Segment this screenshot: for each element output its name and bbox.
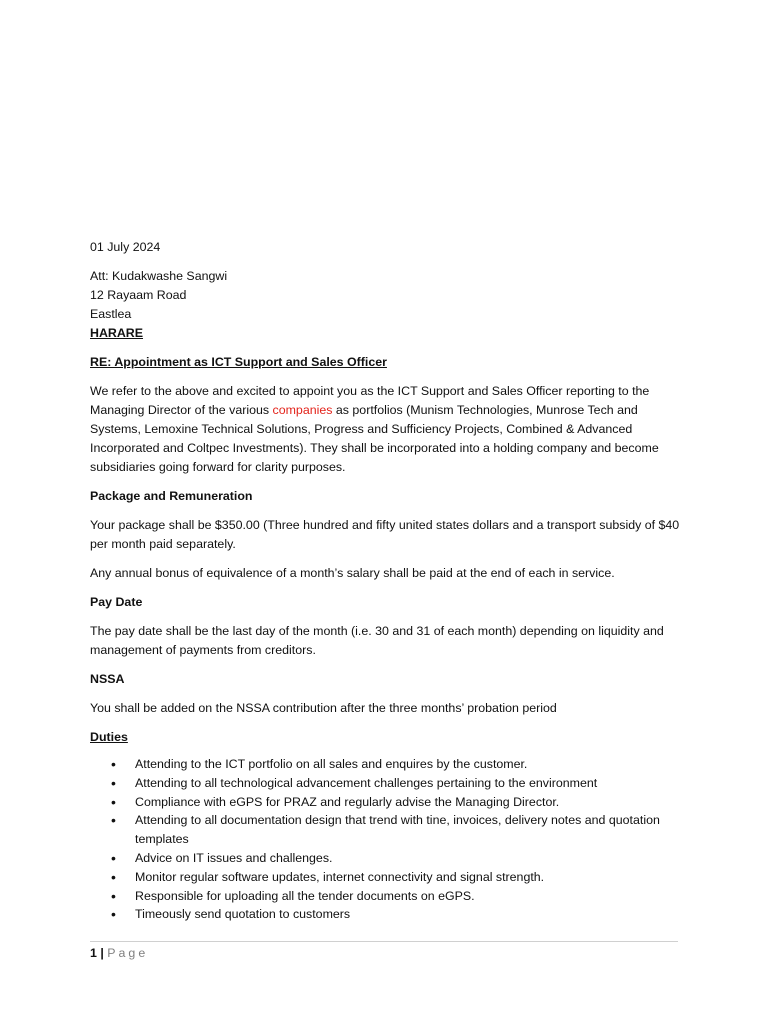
duties-list <box>90 755 680 924</box>
letter-date: 01 July 2024 <box>90 240 161 254</box>
suburb-line: Eastlea <box>90 307 132 321</box>
page-number: 1 <box>90 946 97 960</box>
bonus-paragraph: Any annual bonus of equivalence of a month’s salary shall be paid at the end of each in service. <box>90 566 615 580</box>
intro-paragraph <box>90 382 680 477</box>
nssa-paragraph: You shall be added on the NSSA contribution after the three months’ probation period <box>90 701 557 715</box>
intro-text-start: We refer to the above and excited to appoint you as the ICT Support and Sales Officer reporting to the Managing Director of the various <box>90 384 650 417</box>
footer-separator: | <box>100 946 104 960</box>
city-line: HARARE <box>90 326 144 340</box>
package-heading: Package and Remuneration <box>90 489 253 503</box>
duties-heading: Duties <box>90 730 128 744</box>
attention-line: Att: Kudakwashe Sangwi <box>90 269 228 283</box>
recipient-address <box>90 267 680 343</box>
pay-date-heading: Pay Date <box>90 595 143 609</box>
duty-item: • Responsible for uploading all the tender documents on eGPS. <box>90 887 680 906</box>
duty-item: • Attending to the ICT portfolio on all sales and enquires by the customer. <box>90 755 680 774</box>
duty-item: • Monitor regular software updates, internet connectivity and signal strength. <box>90 868 680 887</box>
pay-date-paragraph: The pay date shall be the last day of the month (i.e. 30 and 31 of each month) depending on liquidity and management of payments from creditors. <box>90 624 664 657</box>
duty-item: • Compliance with eGPS for PRAZ and regularly advise the Managing Director. <box>90 793 680 812</box>
subject-line: RE: Appointment as ICT Support and Sales Officer <box>90 355 387 369</box>
duty-item: • Advice on IT issues and challenges. <box>90 849 680 868</box>
page-footer <box>90 941 678 962</box>
intro-text-end: as portfolios (Munism Technologies, Munrose Tech and Systems, Lemoxine Technical Solutions, Progress and Sufficiency Projects, Combined & Advanced Incorporated and Coltpec Investments). They shall be incorporated into a holding company and become subsidiaries going forward for clarity purposes. <box>90 403 659 474</box>
nssa-heading: NSSA <box>90 672 125 686</box>
duty-item: • Attending to all technological advancement challenges pertaining to the environment <box>90 774 680 793</box>
letter-body <box>90 238 680 924</box>
page-label: Page <box>107 946 149 960</box>
duty-item: • Timeously send quotation to customers <box>90 905 680 924</box>
intro-highlight: companies <box>272 403 333 417</box>
package-paragraph: Your package shall be $350.00 (Three hundred and fifty united states dollars and a transport subsidy of $40 per month paid separately. <box>90 518 680 551</box>
street-line: 12 Rayaam Road <box>90 288 187 302</box>
duty-item: • Attending to all documentation design that trend with tine, invoices, delivery notes and quotation templates <box>90 811 680 849</box>
